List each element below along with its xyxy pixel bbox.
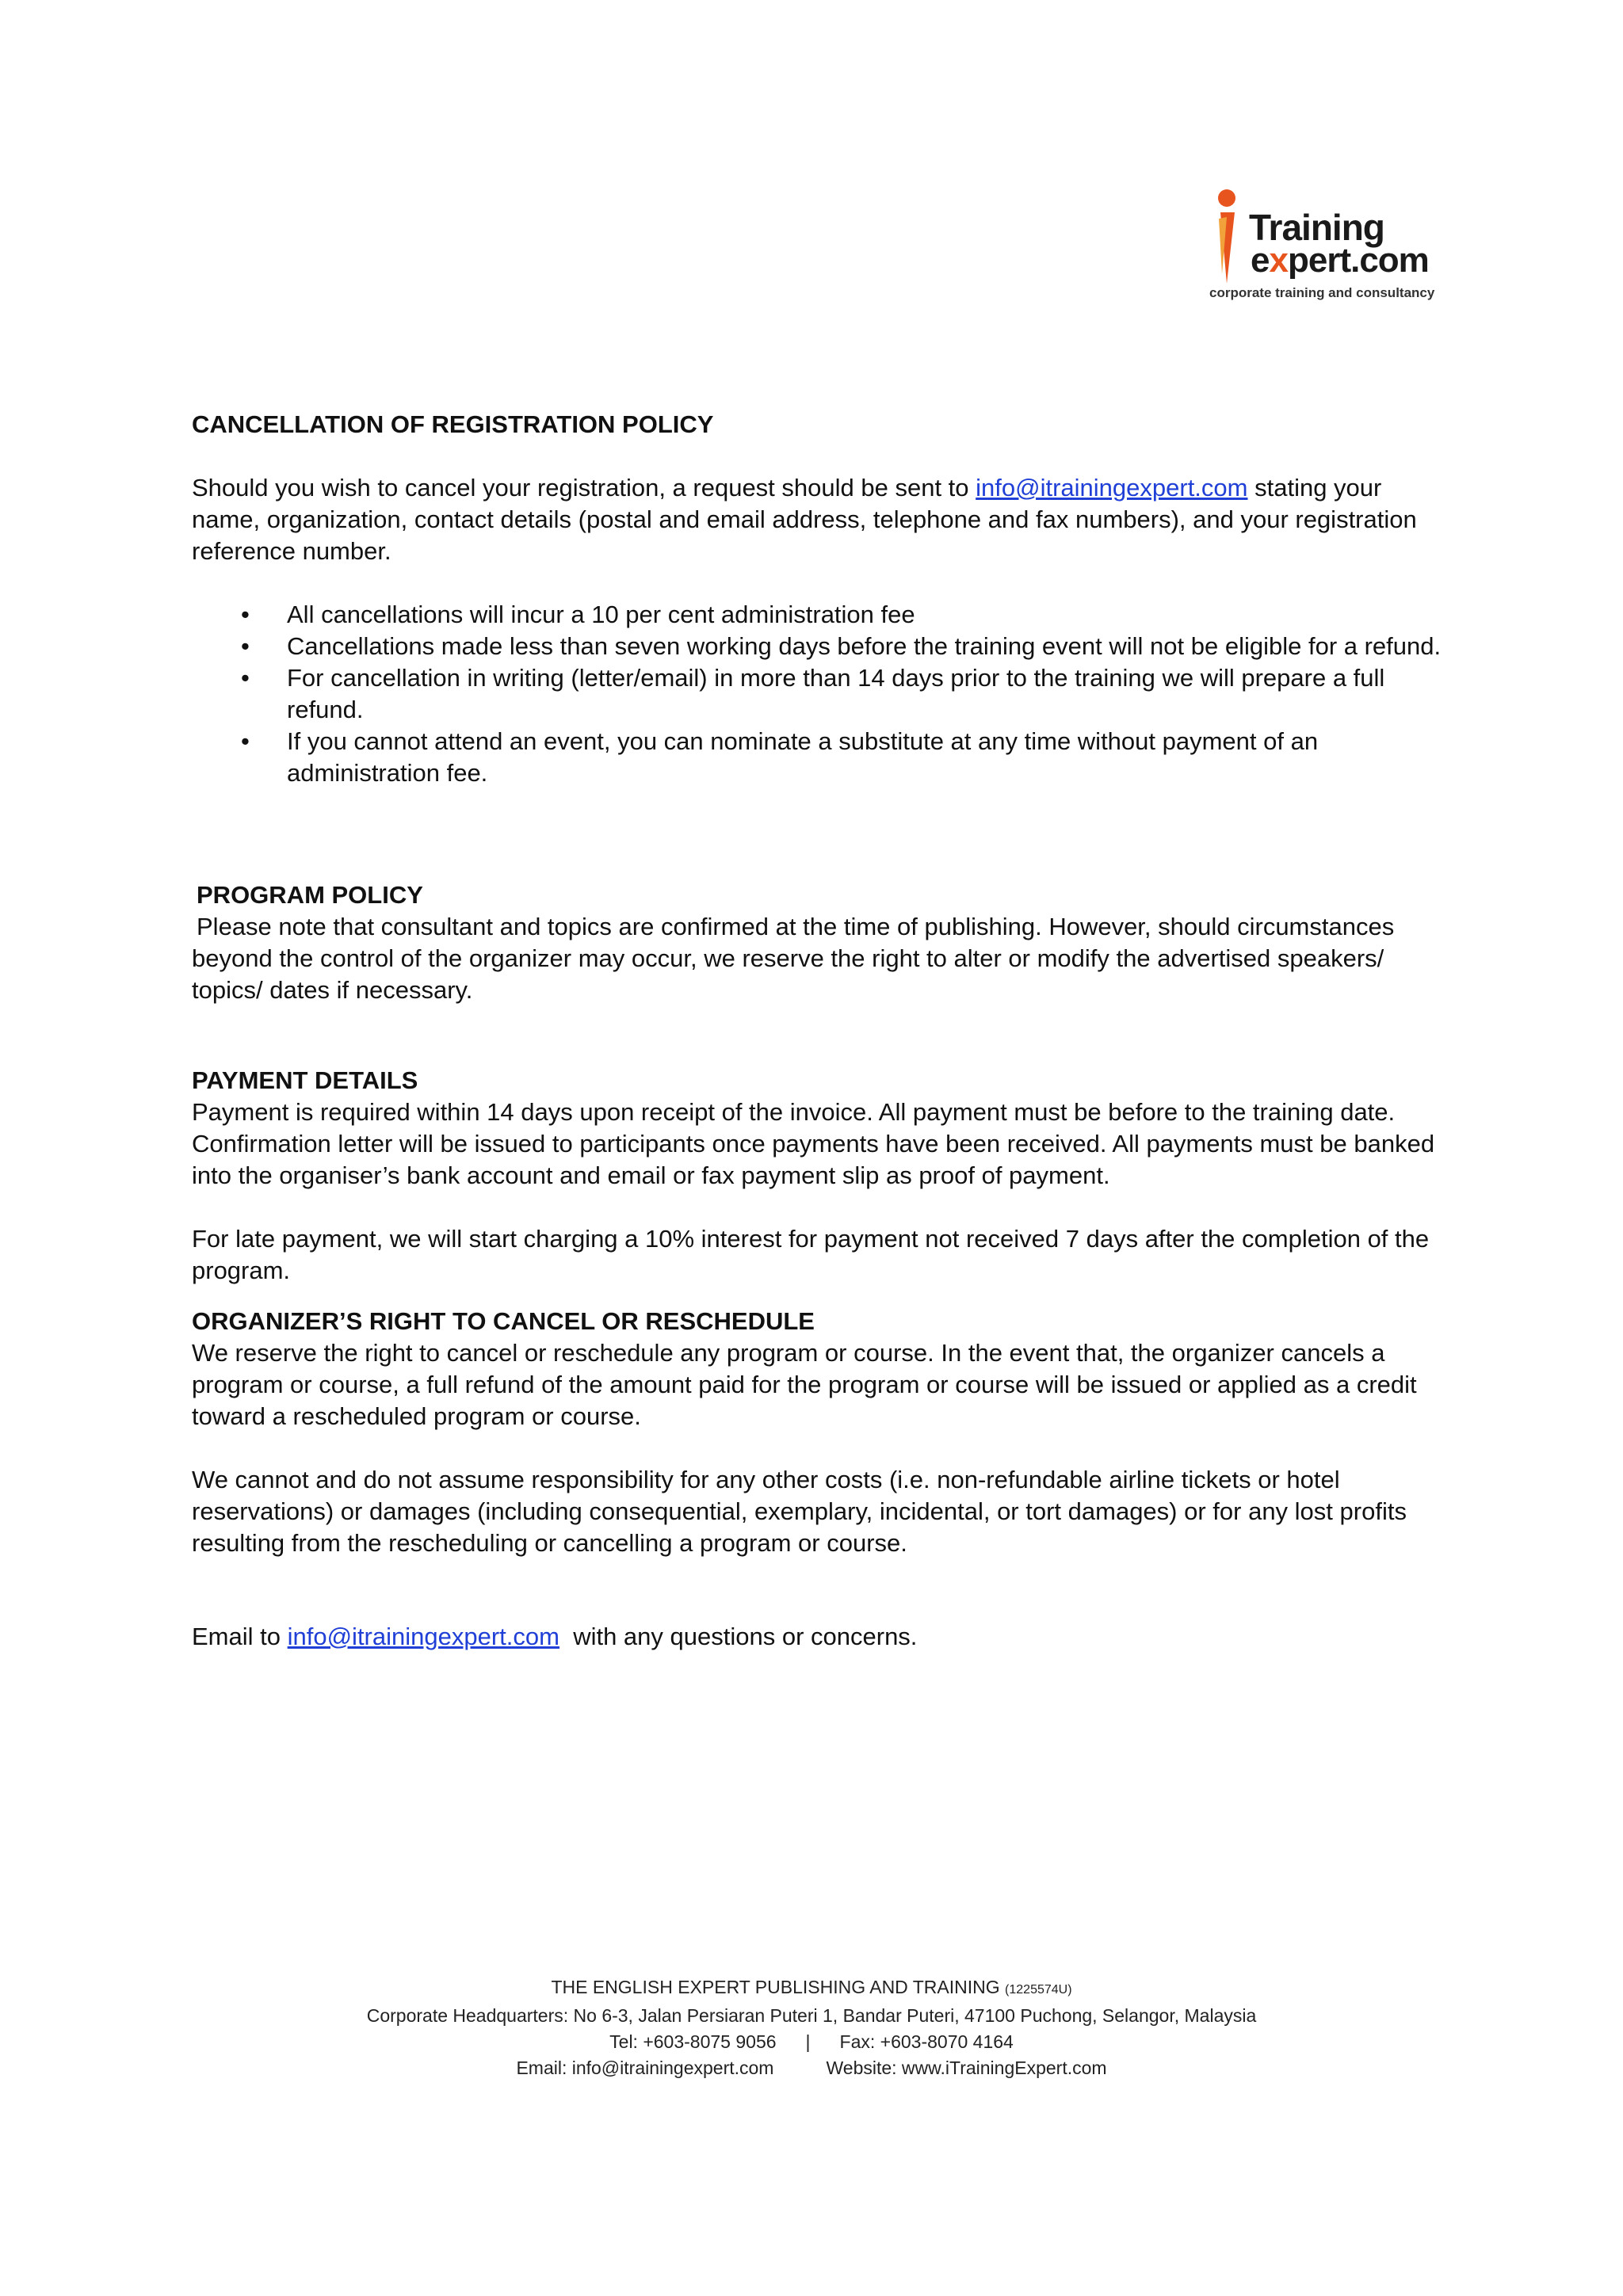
list-item: • All cancellations will incur a 10 per cent administration fee <box>192 599 1452 631</box>
policy-document <box>192 409 1452 1653</box>
contact-email-link[interactable]: info@itrainingexpert.com <box>287 1623 559 1650</box>
logo-figure-icon <box>1209 187 1249 290</box>
payment-text: Payment is required within 14 days upon receipt of the invoice. All payment must be before to the training date. Confirmation letter will be issued to participants once payments have been received. All payments must be banked into the organiser’s bank account and email or fax payment slip as proof of payment. <box>192 1098 1435 1189</box>
program-policy-text: Please note that consultant and topics are confirmed at the time of publishing. However, should circumstances beyond the control of the organizer may occur, we reserve the right to alter or modify the advertised speakers/ topics/ dates if necessary. <box>192 913 1395 1004</box>
footer-company: THE ENGLISH EXPERT PUBLISHING AND TRAINING (1225574U) <box>551 1977 1072 1997</box>
contact-line: Email to info@itrainingexpert.com with any questions or concerns. <box>192 1623 918 1650</box>
program-policy-heading: PROGRAM POLICY <box>197 881 423 909</box>
cancellation-heading: CANCELLATION OF REGISTRATION POLICY <box>192 410 714 438</box>
footer-phone-fax: Tel: +603-8075 9056 | Fax: +603-8070 4164 <box>609 2031 1014 2052</box>
cancellation-list <box>192 599 1452 789</box>
footer-address: Corporate Headquarters: No 6-3, Jalan Persiaran Puteri 1, Bandar Puteri, 47100 Puchong, Selangor, Malaysia <box>366 2005 1257 2026</box>
late-payment-text: For late payment, we will start charging a 10% interest for payment not received 7 days after the completion of the program. <box>192 1225 1430 1284</box>
list-item: • For cancellation in writing (letter/email) in more than 14 days prior to the training we will prepare a full refund. <box>192 662 1452 726</box>
list-item: • If you cannot attend an event, you can nominate a substitute at any time without payment of an administration fee. <box>192 726 1452 789</box>
footer-email-website: Email: info@itrainingexpert.com Website: www.iTrainingExpert.com <box>516 2058 1107 2078</box>
company-logo <box>1209 187 1447 306</box>
logo-tagline: corporate training and consultancy <box>1209 285 1435 300</box>
logo-text-training: Training <box>1249 207 1384 248</box>
email-link[interactable]: info@itrainingexpert.com <box>976 474 1248 502</box>
organizer-text: We reserve the right to cancel or reschedule any program or course. In the event that, the organizer cancels a program or course, a full refund of the amount paid for the program or course will be issued or applied as a credit toward a rescheduled program or course. <box>192 1339 1417 1430</box>
page-footer <box>0 1974 1623 2081</box>
liability-text: We cannot and do not assume responsibility for any other costs (i.e. non-refundable airline tickets or hotel reservations) or damages (including consequential, exemplary, incidental, or tort damages) or for any lost profits resulting from the rescheduling or cancelling a program or course. <box>192 1466 1407 1557</box>
logo-text-expert: expert.com <box>1251 241 1429 280</box>
list-item: • Cancellations made less than seven working days before the training event will not be eligible for a refund. <box>192 631 1452 662</box>
organizer-heading: ORGANIZER’S RIGHT TO CANCEL OR RESCHEDULE <box>192 1307 815 1335</box>
payment-heading: PAYMENT DETAILS <box>192 1066 418 1094</box>
cancellation-intro: Should you wish to cancel your registration, a request should be sent to info@itrainingexpert.com stating your name, organization, contact details (postal and email address, telephone and fax numbers), and your registration reference number. <box>192 474 1417 565</box>
